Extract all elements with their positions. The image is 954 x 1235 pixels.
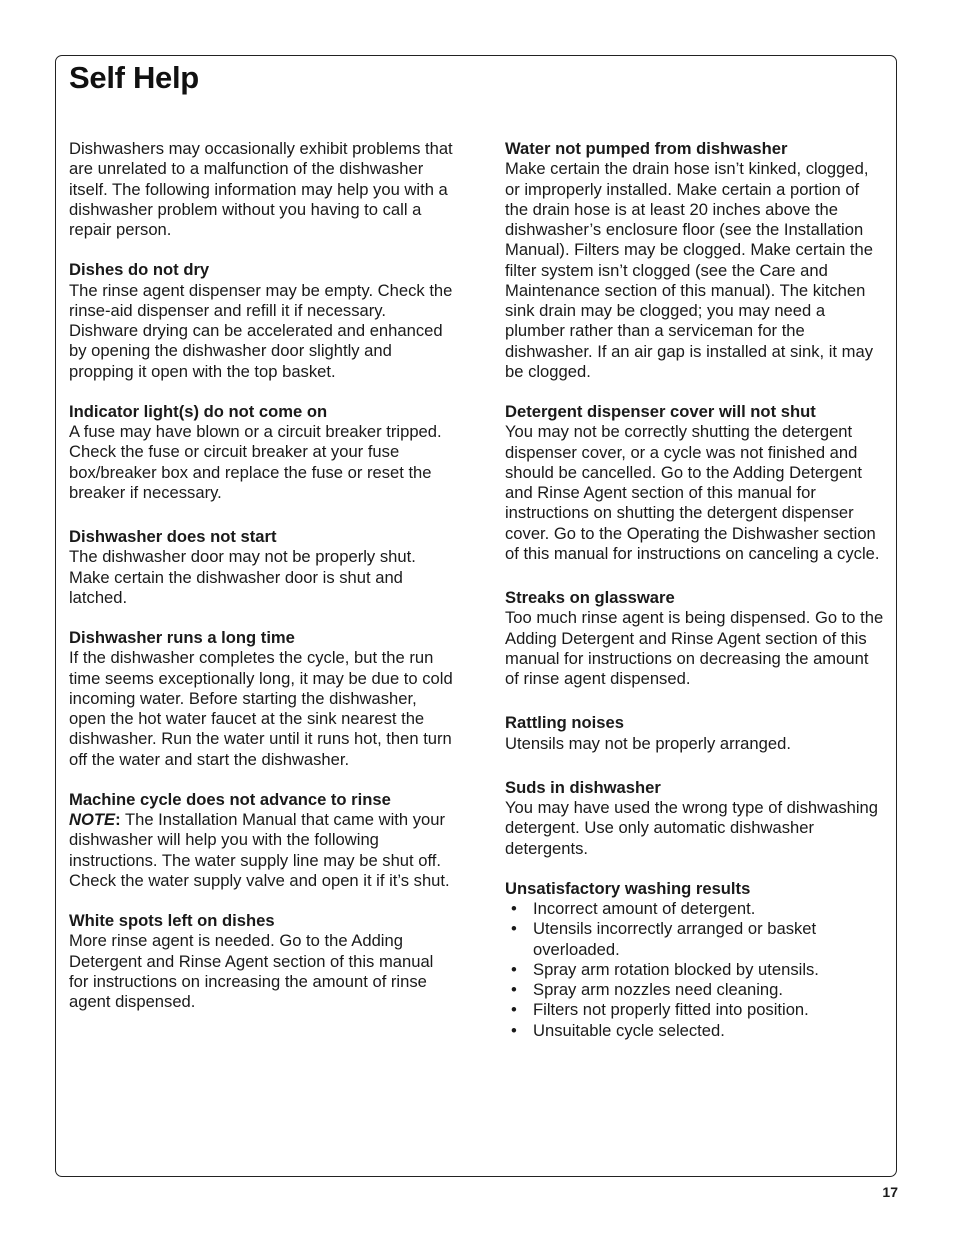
section-does-not-start xyxy=(69,527,454,608)
section-unsatisfactory-results xyxy=(505,879,885,1041)
list-item-text: Incorrect amount of detergent. xyxy=(533,899,756,918)
note-colon: : xyxy=(115,810,121,829)
section-body: The rinse agent dispenser may be empty. Check the rinse-aid dispenser and refill it if necessary. Dishware drying can be accelerated and enhanced by opening the dishwasher door slightly and propping it open with the top basket. xyxy=(69,280,453,381)
section-streaks-glassware xyxy=(505,588,885,689)
page-number: 17 xyxy=(882,1184,898,1200)
bullet-icon: • xyxy=(511,899,517,918)
section-body: More rinse agent is needed. Go to the Adding Detergent and Rinse Agent section of this manual for instructions on increasing the amount of rinse agent dispensed. xyxy=(69,931,434,1011)
section-body xyxy=(69,810,454,891)
list-item xyxy=(505,1000,885,1020)
section-water-not-pumped xyxy=(505,139,885,382)
section-runs-long-time xyxy=(69,628,454,770)
right-column xyxy=(505,139,885,1041)
section-cycle-does-not-advance xyxy=(69,790,454,891)
section-heading: Unsatisfactory washing results xyxy=(505,878,751,898)
left-column xyxy=(69,139,454,1012)
section-heading: Suds in dishwasher xyxy=(505,777,661,797)
section-heading: White spots left on dishes xyxy=(69,911,275,930)
section-body: Make certain the drain hose isn’t kinked, clogged, or improperly installed. Make certain a portion of the drain hose is at least 20 inches above the dishwasher’s enclosure floor (see the Installation Manual). Filters may be clogged. Make certain the filter system isn’t clogged (see the Care and Maintenance section of this manual). The kitchen sink drain may be clogged; you may need a plumber rather than a serviceman for the dishwasher. If an air gap is installed at sink, it may be clogged. xyxy=(505,159,874,381)
list-item xyxy=(505,919,885,960)
section-heading: Indicator light(s) do not come on xyxy=(69,401,328,421)
section-body: A fuse may have blown or a circuit breaker tripped. Check the fuse or circuit breaker at your fuse box/breaker box and replace the fuse or reset the breaker if necessary. xyxy=(69,422,442,502)
note-text: The Installation Manual that came with your dishwasher will help you with the following instructions. The water supply line may be shut off. Check the water supply valve and open it if it’s shut. xyxy=(69,810,450,890)
intro-paragraph: Dishwashers may occasionally exhibit problems that are unrelated to a malfunction of the dishwasher itself. The following information may help you with a dishwasher problem without you having to call a repair person. xyxy=(69,139,453,239)
section-body: If the dishwasher completes the cycle, but the run time seems exceptionally long, it may be due to cold incoming water. Before starting the dishwasher, open the hot water faucet at the sink nearest the dishwasher. Run the water until it runs hot, then turn off the water and start the dishwasher. xyxy=(69,648,453,769)
section-heading: Dishwasher runs a long time xyxy=(69,628,295,647)
section-heading: Streaks on glassware xyxy=(505,588,675,607)
bullet-list xyxy=(505,899,885,1041)
list-item xyxy=(505,899,885,919)
list-item-text: Unsuitable cycle selected. xyxy=(533,1020,725,1040)
bullet-icon: • xyxy=(511,980,517,999)
list-item xyxy=(505,1021,885,1041)
note-label: NOTE xyxy=(69,810,116,829)
list-item-text: Filters not properly fitted into position. xyxy=(533,1000,809,1020)
list-item-text: Spray arm nozzles need cleaning. xyxy=(533,980,783,999)
section-suds xyxy=(505,778,885,859)
section-dispenser-cover xyxy=(505,402,885,564)
bullet-icon: • xyxy=(511,1000,517,1020)
bullet-icon: • xyxy=(511,919,517,939)
list-item-text: Utensils incorrectly arranged or basket overloaded. xyxy=(533,919,817,959)
section-body: The dishwasher door may not be properly shut. Make certain the dishwasher door is shut and latched. xyxy=(69,547,416,607)
bullet-icon: • xyxy=(511,1020,517,1040)
section-heading: Dishwasher does not start xyxy=(69,527,277,546)
section-rattling-noises xyxy=(505,713,885,754)
section-body: You may have used the wrong type of dishwashing detergent. Use only automatic dishwasher detergents. xyxy=(505,798,878,858)
section-heading: Machine cycle does not advance to rinse xyxy=(69,789,391,809)
section-white-spots xyxy=(69,911,454,1012)
list-item xyxy=(505,980,885,1000)
section-heading: Dishes do not dry xyxy=(69,260,210,280)
section-body: Utensils may not be properly arranged. xyxy=(505,733,791,753)
list-item-text: Spray arm rotation blocked by utensils. xyxy=(533,959,819,979)
section-indicator-lights xyxy=(69,402,454,503)
page-title: Self Help xyxy=(69,60,199,95)
section-body: You may not be correctly shutting the detergent dispenser cover, or a cycle was not finished and should be cancelled. Go to the Adding Detergent and Rinse Agent section of this manual for instructions on shutting the detergent dispenser cover. Go to the Operating the Dishwasher section of this manual for instructions on canceling a cycle. xyxy=(505,422,880,563)
section-heading: Rattling noises xyxy=(505,713,624,733)
section-dishes-do-not-dry xyxy=(69,260,454,382)
bullet-icon: • xyxy=(511,959,517,979)
list-item xyxy=(505,960,885,980)
section-body: Too much rinse agent is being dispensed. Go to the Adding Detergent and Rinse Agent section of this manual for instructions on decreasing the amount of rinse agent dispensed. xyxy=(505,608,884,688)
section-heading: Detergent dispenser cover will not shut xyxy=(505,402,816,421)
section-heading: Water not pumped from dishwasher xyxy=(505,139,788,158)
